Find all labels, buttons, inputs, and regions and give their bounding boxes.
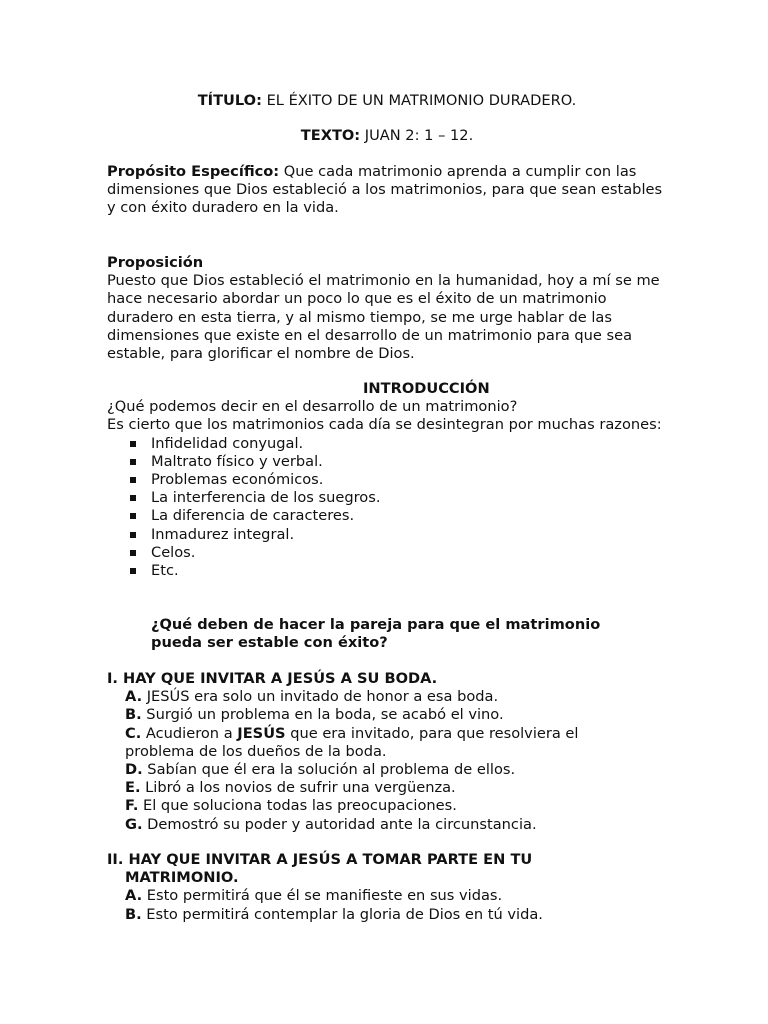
bullet-square-icon — [130, 441, 136, 447]
bullet-square-icon — [130, 568, 136, 574]
bullet-square-icon — [130, 495, 136, 501]
introduction-question: ¿Qué podemos decir en el desarrollo de un matrimonio? — [107, 398, 518, 416]
texto-value: JUAN 2: 1 – 12. — [360, 127, 474, 144]
bullet-square-icon — [130, 477, 136, 483]
list-item: Maltrato físico y verbal. — [107, 453, 667, 471]
key-question: ¿Qué deben de hacer la pareja para que el matrimonio pueda ser estable con éxito? — [151, 616, 601, 652]
specific-purpose — [107, 163, 667, 218]
section-two-heading: II. HAY QUE INVITAR A JESÚS A TOMAR PARTE EN TU — [107, 851, 533, 868]
bullet-square-icon — [130, 532, 136, 538]
proposition-section — [107, 254, 667, 363]
list-item: G. Demostró su poder y autoridad ante la circunstancia. — [125, 815, 537, 833]
list-item: C. Acudieron a JESÚS que era invitado, para que resolviera el — [125, 724, 579, 742]
scripture-reference — [107, 127, 667, 145]
list-item: E. Libró a los novios de sufrir una vergüenza. — [125, 779, 456, 797]
list-item: D. Sabían que él era la solución al problema de ellos. — [125, 761, 516, 779]
bullet-square-icon — [130, 513, 136, 519]
list-item: A. Esto permitirá que él se manifieste en sus vidas. — [125, 887, 503, 905]
list-item: Problemas económicos. — [107, 471, 667, 489]
proposition-heading: Proposición — [107, 254, 204, 271]
list-item: Infidelidad conyugal. — [107, 435, 667, 453]
section-two — [107, 851, 647, 924]
texto-label: TEXTO: — [300, 127, 361, 144]
bullet-square-icon — [130, 550, 136, 556]
bullet-square-icon — [130, 459, 136, 465]
list-item: A. JESÚS era solo un invitado de honor a esa boda. — [125, 688, 499, 706]
list-item: B. Esto permitirá contemplar la gloria de Dios en tú vida. — [125, 905, 543, 923]
title-value: EL ÉXITO DE UN MATRIMONIO DURADERO. — [261, 92, 577, 109]
introduction-section — [107, 380, 667, 580]
document-title — [107, 92, 667, 110]
section-one — [107, 670, 627, 834]
title-label: TÍTULO: — [197, 92, 262, 109]
purpose-text: Que cada matrimonio aprenda a cumplir con las dimensiones que Dios estableció a los matrimonios, para que sean estables y con éxito duradero en la vida. — [107, 163, 663, 217]
introduction-statement: Es cierto que los matrimonios cada día se desintegran por muchas razones: — [107, 416, 662, 434]
list-item: La interferencia de los suegros. — [107, 489, 667, 507]
list-item: Etc. — [107, 562, 667, 580]
list-item: F. El que soluciona todas las preocupaciones. — [125, 797, 457, 815]
proposition-text: Puesto que Dios estableció el matrimonio en la humanidad, hoy a mí se me hace necesario abordar un poco lo que es el éxito de un matrimonio duradero en esta tierra, y al mismo tiempo, se me urge hablar de las dimensiones que existe en el desarrollo de un matrimonio para que sea estable, para glorificar el nombre de Dios. — [107, 272, 660, 363]
list-item: Celos. — [107, 544, 667, 562]
introduction-heading: INTRODUCCIÓN — [363, 380, 490, 397]
list-item-continuation: problema de los dueños de la boda. — [125, 742, 387, 760]
section-one-heading: I. HAY QUE INVITAR A JESÚS A SU BODA. — [107, 670, 438, 687]
list-item: La diferencia de caracteres. — [107, 507, 667, 525]
section-two-heading-cont: MATRIMONIO. — [125, 869, 239, 887]
purpose-label: Propósito Específico: — [107, 163, 280, 180]
list-item: Inmadurez integral. — [107, 526, 667, 544]
list-item: B. Surgió un problema en la boda, se acabó el vino. — [125, 706, 504, 724]
reasons-list — [107, 435, 667, 581]
